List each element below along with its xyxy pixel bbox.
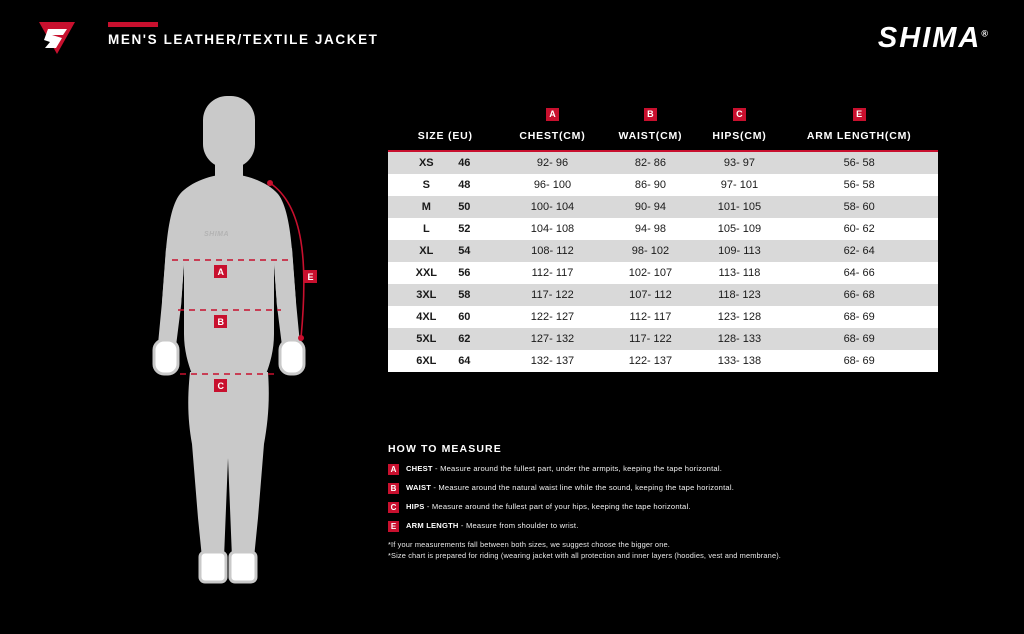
how-to-text [406,501,691,512]
cell-size-eu: 46 [458,157,471,169]
how-to-label: HIPS [406,502,425,511]
brand-logo [878,22,988,55]
cell-size-label: XS [418,157,434,169]
cell-chest: 122- 127 [503,306,603,328]
svg-text:E: E [307,272,314,282]
header [8,8,1016,68]
cell-size-eu: 54 [458,245,471,257]
mannequin-illustration [118,88,358,588]
how-to-text [406,463,722,474]
cell-chest: 100- 104 [503,196,603,218]
size-table-container [388,108,938,372]
cell-hips: 97- 101 [699,174,781,196]
table-row [388,174,938,196]
cell-chest: 117- 122 [503,284,603,306]
waist-marker [214,315,227,328]
how-to-note: *Size chart is prepared for riding (wearing jacket with all protection and inner layers (hoodies, vest and membrane). [388,551,782,561]
cell-waist: 107- 112 [602,284,698,306]
how-to-measure-title: HOW TO MEASURE [388,443,502,455]
table-row [388,262,938,284]
cell-arm: 62- 64 [780,240,938,262]
how-to-badge-b: B [388,483,399,494]
cell-arm: 58- 60 [780,196,938,218]
table-header-row [388,124,938,151]
cell-arm: 68- 69 [780,350,938,372]
shima-shield-logo-icon [36,20,78,56]
how-to-measure-section [388,443,948,561]
cell-arm: 60- 62 [780,218,938,240]
column-header-hips: HIPS(CM) [699,124,781,151]
marker-b: B [644,108,657,121]
marker-row [388,108,938,124]
how-to-measure-item [388,520,948,532]
how-to-badge-c: C [388,502,399,513]
how-to-note: *If your measurements fall between both sizes, we suggest choose the bigger one. [388,540,670,549]
table-row [388,350,938,372]
cell-arm: 68- 69 [780,328,938,350]
cell-hips: 113- 118 [699,262,781,284]
how-to-description: - Measure around the fullest part of your hips, keeping the tape horizontal. [424,502,691,511]
cell-hips: 128- 133 [699,328,781,350]
cell-arm: 56- 58 [780,174,938,196]
cell-arm: 56- 58 [780,151,938,174]
how-to-badge-e: E [388,521,399,532]
table-row [388,151,938,174]
svg-text:B: B [217,317,224,327]
cell-chest: 96- 100 [503,174,603,196]
how-to-measure-item [388,463,948,475]
column-header-size: SIZE (EU) [388,124,503,151]
cell-hips: 93- 97 [699,151,781,174]
cell-hips: 109- 113 [699,240,781,262]
cell-size-label: M [421,201,431,213]
cell-size-eu: 48 [458,179,471,191]
cell-hips: 133- 138 [699,350,781,372]
cell-waist: 82- 86 [602,151,698,174]
table-row [388,284,938,306]
column-header-chest: CHEST(CM) [503,124,603,151]
how-to-badge-a: A [388,464,399,475]
content-area [8,68,1016,626]
header-accent-rule [108,22,158,27]
cell-size-label: S [422,179,430,191]
page-title: MEN'S LEATHER/TEXTILE JACKET [108,32,379,47]
cell-arm: 66- 68 [780,284,938,306]
cell-chest: 108- 112 [503,240,603,262]
cell-size [388,196,503,218]
cell-size-eu: 60 [458,311,471,323]
svg-text:SHIMA: SHIMA [204,231,230,238]
how-to-measure-notes [388,539,948,561]
cell-arm: 68- 69 [780,306,938,328]
cell-size-label: XXL [415,267,438,279]
marker-cell-chest [503,108,603,124]
cell-waist: 86- 90 [602,174,698,196]
how-to-text [406,520,579,531]
cell-chest: 92- 96 [503,151,603,174]
cell-size-label: XL [419,245,434,257]
cell-size [388,218,503,240]
cell-hips: 105- 109 [699,218,781,240]
cell-size [388,151,503,174]
cell-hips: 118- 123 [699,284,781,306]
how-to-text [406,482,734,493]
marker-cell-arm [780,108,938,124]
cell-size [388,174,503,196]
cell-size-eu: 58 [458,289,471,301]
column-header-arm: ARM LENGTH(CM) [780,124,938,151]
cell-size [388,240,503,262]
cell-size-eu: 64 [458,355,471,367]
cell-chest: 132- 137 [503,350,603,372]
marker-cell-waist [602,108,698,124]
cell-chest: 127- 132 [503,328,603,350]
cell-size [388,350,503,372]
cell-size [388,328,503,350]
table-row [388,196,938,218]
marker-cell-hips [699,108,781,124]
cell-size-eu: 56 [458,267,471,279]
cell-chest: 112- 117 [503,262,603,284]
hips-marker [214,379,227,392]
cell-size-eu: 50 [458,201,471,213]
marker-c: C [733,108,746,121]
cell-size-eu: 52 [458,223,471,235]
table-row [388,240,938,262]
cell-hips: 101- 105 [699,196,781,218]
table-row [388,306,938,328]
cell-size [388,284,503,306]
cell-size-label: 3XL [416,289,437,301]
cell-size-eu: 62 [458,333,471,345]
cell-waist: 102- 107 [602,262,698,284]
how-to-measure-list [388,463,948,532]
svg-text:A: A [217,267,224,277]
how-to-label: WAIST [406,483,432,492]
table-body [388,151,938,372]
cell-size-label: 5XL [416,333,437,345]
marker-a: A [546,108,559,121]
size-chart-sheet [8,8,1016,626]
chest-marker [214,265,227,278]
cell-size-label: 4XL [416,311,437,323]
brand-trademark: ® [981,28,988,39]
how-to-description: - Measure around the fullest part, under the armpits, keeping the tape horizontal. [432,464,723,473]
how-to-label: CHEST [406,464,433,473]
svg-text:C: C [217,381,224,391]
cell-waist: 90- 94 [602,196,698,218]
table-row [388,218,938,240]
arm-length-marker [304,270,317,283]
size-table [388,108,938,372]
cell-chest: 104- 108 [503,218,603,240]
how-to-measure-item [388,501,948,513]
how-to-description: - Measure from shoulder to wrist. [458,521,579,530]
cell-waist: 98- 102 [602,240,698,262]
cell-size [388,306,503,328]
marker-cell-size [388,108,503,124]
cell-waist: 117- 122 [602,328,698,350]
marker-e: E [853,108,866,121]
cell-waist: 122- 137 [602,350,698,372]
table-row [388,328,938,350]
cell-arm: 64- 66 [780,262,938,284]
how-to-description: - Measure around the natural waist line while the sound, keeping the tape horizontal. [431,483,735,492]
how-to-measure-item [388,482,948,494]
cell-hips: 123- 128 [699,306,781,328]
cell-size-label: L [422,223,430,235]
cell-waist: 112- 117 [602,306,698,328]
cell-waist: 94- 98 [602,218,698,240]
cell-size [388,262,503,284]
column-header-waist: WAIST(CM) [602,124,698,151]
brand-logo-text: SHIMA [877,22,982,54]
cell-size-label: 6XL [416,355,437,367]
how-to-label: ARM LENGTH [406,521,459,530]
